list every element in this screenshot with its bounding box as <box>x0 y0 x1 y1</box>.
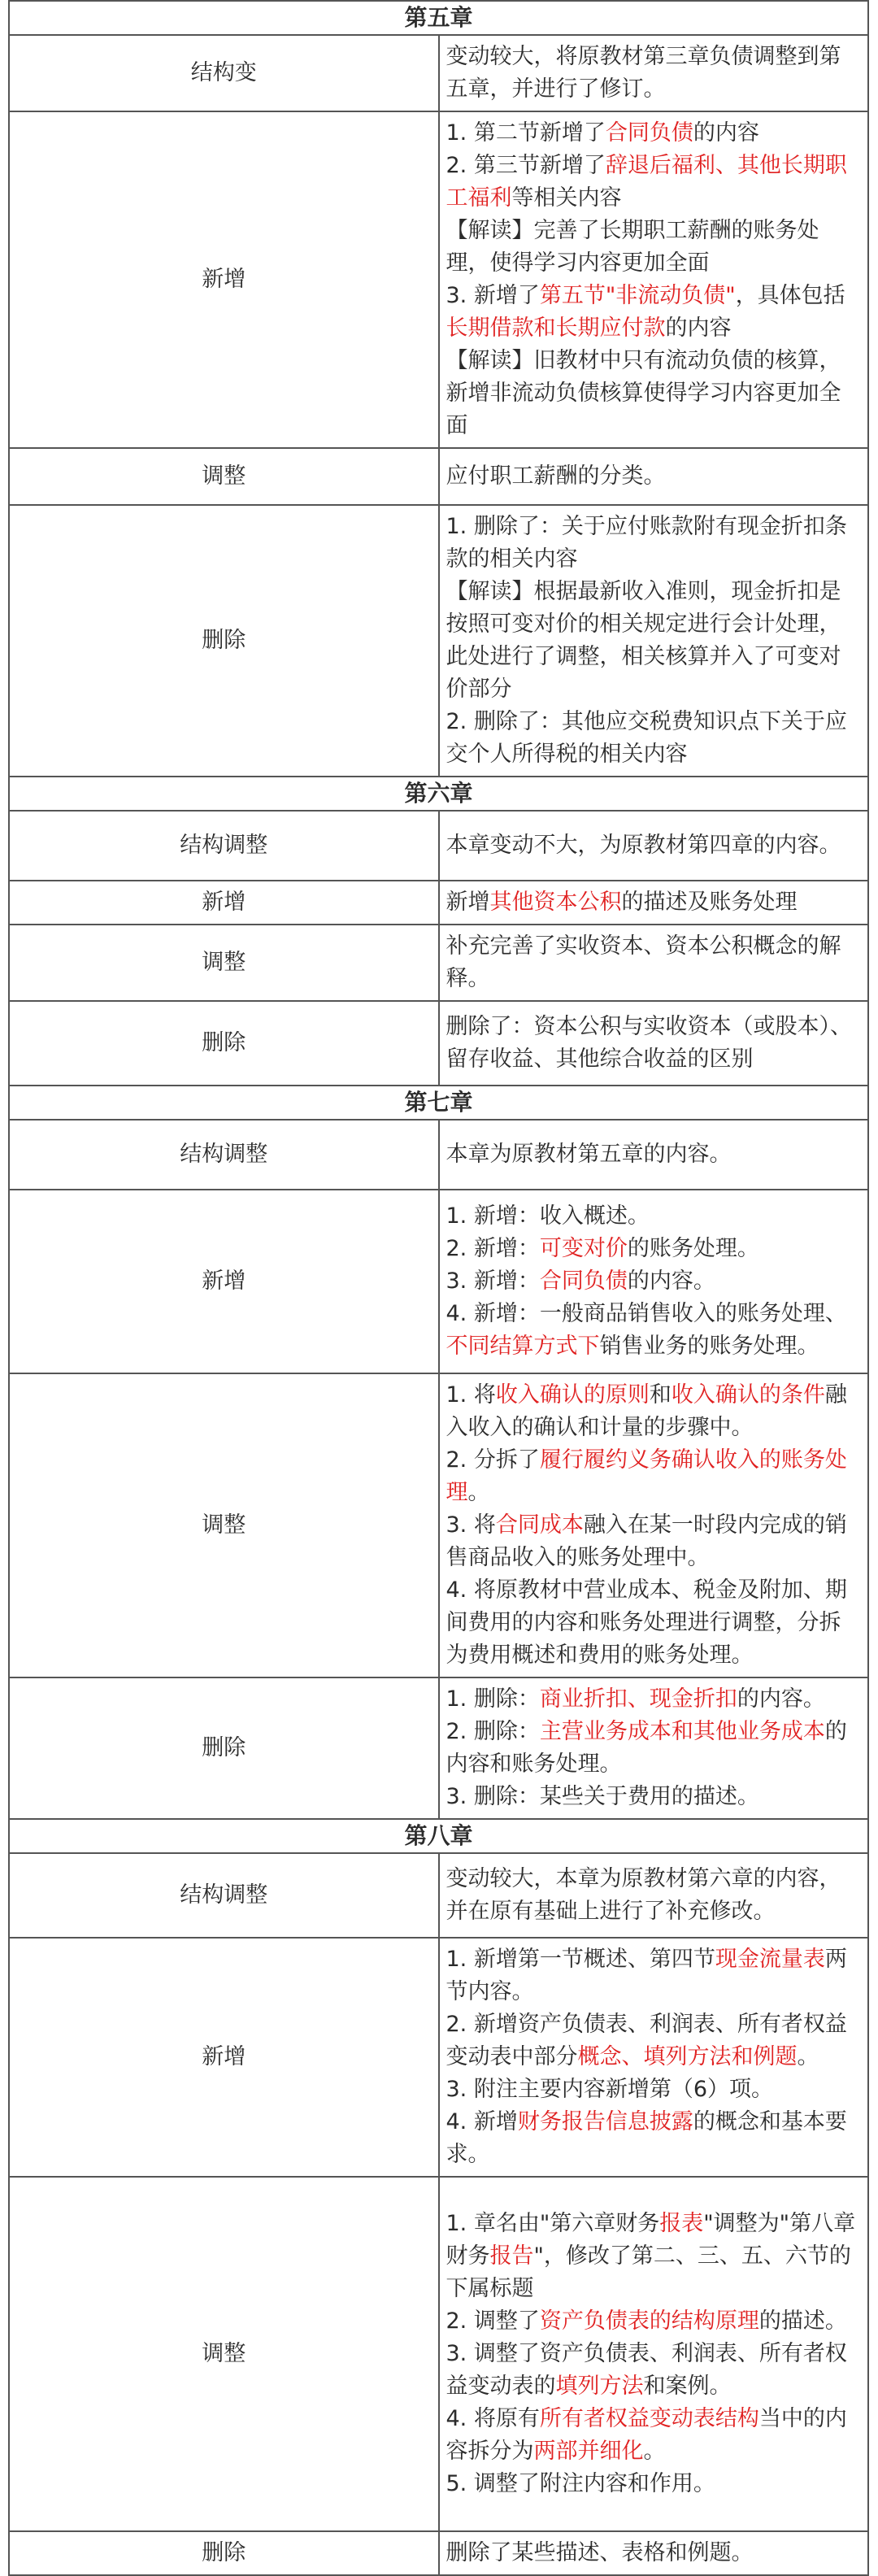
section-content <box>439 881 869 925</box>
highlighted-text: 商业折扣、现金折扣 <box>539 1686 737 1712</box>
body-text: 融入在某一时段内完成的销售商品收入的账务处理中。 <box>446 1512 847 1570</box>
body-text: 删除了某些描述、表格和例题。 <box>446 2540 754 2565</box>
section-content <box>439 1190 869 1373</box>
highlighted-text: 合同负债 <box>605 120 693 146</box>
body-text: 和 <box>649 1382 672 1408</box>
body-text: 1. 章名由"第六章财务 <box>446 2211 660 2236</box>
section-label: 删除 <box>9 1001 439 1086</box>
section-content <box>439 1373 869 1677</box>
body-text: "，修改了第二、三、五、六节的下属标题 <box>446 2243 851 2301</box>
body-text: 1. 新增：收入概述。 <box>446 1203 650 1229</box>
body-text: 4. 新增 <box>446 2109 518 2134</box>
chapter-title: 第六章 <box>9 777 868 811</box>
body-text: 2. 新增资产负债表、利润表、所有者权益变动表中部分 <box>446 2012 847 2069</box>
content-line <box>446 511 860 576</box>
content-line <box>446 1863 860 1928</box>
highlighted-text: 报表 <box>659 2211 704 2236</box>
highlighted-text: 财务报告信息披露 <box>517 2109 693 2134</box>
section-content <box>439 2177 869 2531</box>
highlighted-text: 长期借款和长期应付款 <box>446 315 666 341</box>
section-label: 结构变 <box>9 35 439 111</box>
section-row <box>9 448 868 505</box>
body-text: 1. 删除了：关于应付账款附有现金折扣条款的相关内容 <box>446 514 847 572</box>
body-text: 融入收入的确认和计量的步骤中。 <box>446 1382 847 1440</box>
content-line <box>446 2537 860 2569</box>
body-text: 补充完善了实收资本、资本公积概念的解释。 <box>446 933 841 991</box>
body-text: 2. 第三节新增了 <box>446 153 606 178</box>
section-content <box>439 2531 869 2575</box>
body-text: 两节内容。 <box>446 1947 847 2004</box>
body-text: 1. 删除： <box>446 1686 540 1712</box>
highlighted-text: 不同结算方式下 <box>446 1334 600 1359</box>
section-label: 结构调整 <box>9 1120 439 1190</box>
content-line <box>446 1265 860 1298</box>
section-content <box>439 35 869 111</box>
section-row <box>9 2531 868 2575</box>
content-line <box>446 215 860 280</box>
body-text: 的概念和基本要求。 <box>446 2109 847 2167</box>
highlighted-text: 收入确认的条件 <box>671 1382 825 1408</box>
body-text: 本章为原教材第五章的内容。 <box>446 1142 732 1167</box>
section-label: 调整 <box>9 1373 439 1677</box>
highlighted-text: 两部并细化 <box>533 2439 644 2464</box>
section-label: 删除 <box>9 1677 439 1819</box>
body-text: 的内容。 <box>627 1268 715 1294</box>
body-text: 4. 将原教材中营业成本、税金及附加、期间费用的内容和账务处理进行调整，分拆为费用概述和费用的账务处理。 <box>446 1577 847 1668</box>
section-row <box>9 1677 868 1819</box>
content-line <box>446 1298 860 1363</box>
body-text: "调整为"第八章财务 <box>446 2211 856 2269</box>
content-line <box>446 2008 860 2073</box>
section-row <box>9 1938 868 2177</box>
chapter-title: 第八章 <box>9 1819 868 1853</box>
section-label: 调整 <box>9 2177 439 2531</box>
section-row <box>9 881 868 925</box>
section-row <box>9 1120 868 1190</box>
section-row <box>9 1853 868 1938</box>
content-line <box>446 1683 860 1716</box>
content-line <box>446 117 860 150</box>
content-line <box>446 2305 860 2338</box>
content-line <box>446 1379 860 1444</box>
body-text: 3. 新增了 <box>446 283 540 308</box>
body-text: 3. 附注主要内容新增第（6）项。 <box>446 2077 774 2102</box>
section-content <box>439 111 869 448</box>
content-line <box>446 2106 860 2171</box>
section-label: 结构调整 <box>9 1853 439 1938</box>
content-line <box>446 2208 860 2305</box>
body-text: 变动较大，将原教材第三章负债调整到第五章，并进行了修订。 <box>446 44 841 102</box>
section-row <box>9 505 868 777</box>
body-text: ，具体包括 <box>735 283 845 308</box>
highlighted-text: 合同成本 <box>495 1512 584 1538</box>
highlighted-text: 收入确认的原则 <box>495 1382 650 1408</box>
section-label: 新增 <box>9 111 439 448</box>
body-text: 。 <box>643 2439 666 2464</box>
body-text: 的账务处理。 <box>627 1236 759 1261</box>
content-line <box>446 150 860 215</box>
content-line <box>446 1233 860 1265</box>
body-text: 新增 <box>446 890 490 915</box>
textbook-changes-table <box>8 0 869 2576</box>
body-text: 的内容。 <box>737 1686 825 1712</box>
body-text: 【解读】完善了长期职工薪酬的账务处理，使得学习内容更加全面 <box>446 218 819 276</box>
chapter-title: 第七章 <box>9 1086 868 1120</box>
body-text: 1. 新增第一节概述、第四节 <box>446 1947 715 1972</box>
body-text: 销售业务的账务处理。 <box>599 1334 819 1359</box>
section-content <box>439 448 869 505</box>
highlighted-text: 履行履约义务确认收入的账务处理 <box>446 1447 847 1505</box>
content-line <box>446 1943 860 2008</box>
body-text: 。 <box>797 2044 819 2069</box>
content-line <box>446 1444 860 1509</box>
body-text: 的内容 <box>665 315 732 341</box>
chapter-header-row <box>9 1819 868 1853</box>
section-label: 结构调整 <box>9 811 439 881</box>
highlighted-text: 第五节"非流动负债" <box>539 283 736 308</box>
highlighted-text: 其他资本公积 <box>489 890 622 915</box>
highlighted-text: 所有者权益变动表结构 <box>539 2406 759 2431</box>
content-line <box>446 280 860 345</box>
body-text: 5. 调整了附注内容和作用。 <box>446 2471 715 2496</box>
body-text: 变动较大，本章为原教材第六章的内容，并在原有基础上进行了补充修改。 <box>446 1866 841 1924</box>
body-text: 本章变动不大，为原教材第四章的内容。 <box>446 833 841 858</box>
body-text: 应付职工薪酬的分类。 <box>446 463 666 489</box>
section-row <box>9 1001 868 1086</box>
chapter-header-row <box>9 1 868 35</box>
highlighted-text: 报告 <box>489 2243 534 2269</box>
body-text: 的描述。 <box>758 2308 847 2334</box>
section-row <box>9 1190 868 1373</box>
content-line <box>446 2468 860 2500</box>
section-label: 删除 <box>9 2531 439 2575</box>
section-content <box>439 1001 869 1086</box>
body-text: 2. 删除： <box>446 1719 540 1744</box>
content-line <box>446 2338 860 2403</box>
content-line <box>446 706 860 771</box>
section-content <box>439 505 869 777</box>
body-text: 当中的内容拆分为 <box>446 2406 847 2464</box>
content-line <box>446 1509 860 1574</box>
body-text: 的内容 <box>693 120 759 146</box>
section-label: 新增 <box>9 1938 439 2177</box>
highlighted-text: 现金流量表 <box>715 1947 825 1972</box>
body-text: 的内容和账务处理。 <box>446 1719 847 1777</box>
highlighted-text: 概念、填列方法和例题 <box>577 2044 798 2069</box>
body-text: 删除了：资本公积与实收资本（或股本）、留存收益、其他综合收益的区别 <box>446 1014 852 1072</box>
body-text: 【解读】根据最新收入准则，现金折扣是按照可变对价的相关规定进行会计处理，此处进行了调整，相关核算并入了可变对价部分 <box>446 579 841 702</box>
section-content <box>439 925 869 1001</box>
content-line <box>446 460 860 493</box>
body-text: 3. 新增： <box>446 1268 540 1294</box>
body-text: 4. 将原有 <box>446 2406 540 2431</box>
body-text: 3. 将 <box>446 1512 496 1538</box>
section-label: 调整 <box>9 925 439 1001</box>
body-text: 4. 新增：一般商品销售收入的账务处理、 <box>446 1301 847 1326</box>
body-text: 2. 分拆了 <box>446 1447 540 1473</box>
body-text: 1. 将 <box>446 1382 496 1408</box>
body-text: 1. 第二节新增了 <box>446 120 606 146</box>
table-body <box>9 1 868 2575</box>
highlighted-text: 主营业务成本和其他业务成本 <box>539 1719 825 1744</box>
section-row <box>9 925 868 1001</box>
content-line <box>446 345 860 442</box>
highlighted-text: 可变对价 <box>539 1236 628 1261</box>
content-line <box>446 1574 860 1672</box>
content-line <box>446 2403 860 2468</box>
section-label: 删除 <box>9 505 439 777</box>
body-text: 和案例。 <box>643 2374 732 2399</box>
body-text: 2. 调整了 <box>446 2308 540 2334</box>
content-line <box>446 1138 860 1171</box>
section-row <box>9 2177 868 2531</box>
content-line <box>446 1200 860 1233</box>
section-content <box>439 811 869 881</box>
section-label: 新增 <box>9 881 439 925</box>
section-label: 调整 <box>9 448 439 505</box>
document-page <box>8 0 869 2576</box>
section-label: 新增 <box>9 1190 439 1373</box>
body-text: 3. 删除：某些关于费用的描述。 <box>446 1784 759 1809</box>
section-row <box>9 35 868 111</box>
content-line <box>446 1011 860 1076</box>
section-content <box>439 1938 869 2177</box>
body-text: 。 <box>467 1480 490 1505</box>
content-line <box>446 2073 860 2106</box>
highlighted-text: 资产负债表的结构原理 <box>539 2308 759 2334</box>
content-line <box>446 1781 860 1813</box>
body-text: 【解读】旧教材中只有流动负债的核算，新增非流动负债核算使得学习内容更加全面 <box>446 348 841 438</box>
body-text: 2. 删除了：其他应交税费知识点下关于应交个人所得税的相关内容 <box>446 709 847 767</box>
highlighted-text: 填列方法 <box>555 2374 644 2399</box>
chapter-title: 第五章 <box>9 1 868 35</box>
content-line <box>446 930 860 995</box>
chapter-header-row <box>9 1086 868 1120</box>
chapter-header-row <box>9 777 868 811</box>
content-line <box>446 829 860 862</box>
section-content <box>439 1120 869 1190</box>
highlighted-text: 辞退后福利、其他长期职工福利 <box>446 153 847 211</box>
section-content <box>439 1853 869 1938</box>
content-line <box>446 886 860 919</box>
body-text: 3. 调整了资产负债表、利润表、所有者权益变动表的 <box>446 2341 847 2399</box>
body-text: 的描述及账务处理 <box>621 890 798 915</box>
content-line <box>446 576 860 706</box>
section-row <box>9 111 868 448</box>
section-row <box>9 811 868 881</box>
body-text: 2. 新增： <box>446 1236 540 1261</box>
section-row <box>9 1373 868 1677</box>
section-content <box>439 1677 869 1819</box>
content-line <box>446 1716 860 1781</box>
body-text: 等相关内容 <box>511 185 622 211</box>
content-line <box>446 41 860 106</box>
highlighted-text: 合同负债 <box>539 1268 628 1294</box>
